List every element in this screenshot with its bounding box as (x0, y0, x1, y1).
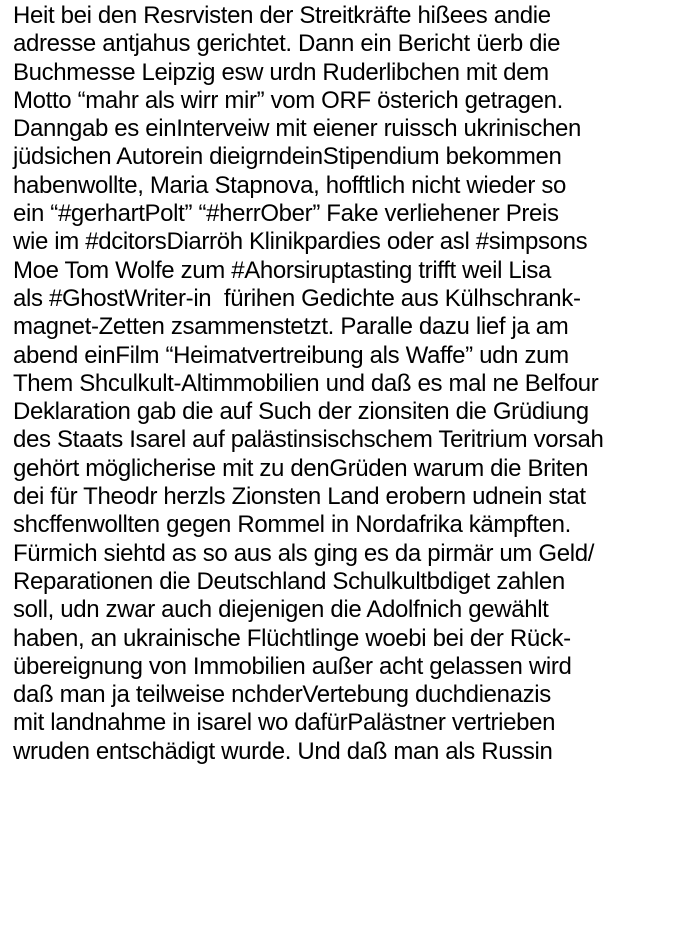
text-line: wie im #dcitorsDiarröh Klinikpardies oder asl #simpsons (13, 228, 588, 256)
text-line: Heit bei den Resrvisten der Streitkräfte hißees andie (13, 2, 551, 29)
text-line: habenwollte, Maria Stapnova, hofftlich nicht wieder so (13, 171, 566, 199)
text-line: soll, udn zwar auch diejenigen die Adolfnich gewählt (13, 596, 549, 624)
text-line: Buchmesse Leipzig esw urdn Ruderlibchen mit dem (13, 58, 549, 86)
text-line: magnet-Zetten zsammenstetzt. Paralle dazu lief ja am (13, 313, 569, 341)
text-line: jüdsichen Autorein dieigrndeinStipendium bekommen (13, 143, 562, 171)
text-line: Them Shculkult-Altimmobilien und daß es mal ne Belfour (13, 369, 599, 397)
body-text (13, 2, 681, 766)
text-line: als #GhostWriter-in fürihen Gedichte aus Külhschrank- (13, 284, 581, 312)
text-line: gehört möglicherise mit zu denGrüden warum die Briten (13, 454, 589, 482)
text-line: daß man ja teilweise nchderVertebung duchdienazis (13, 681, 551, 709)
text-line: übereignung von Immobilien außer acht gelassen wird (13, 652, 572, 680)
text-line: abend einFilm “Heimatvertreibung als Waffe” udn zum (13, 341, 569, 369)
text-line: Reparationen die Deutschland Schulkultbdiget zahlen (13, 567, 565, 595)
text-line: Motto “mahr als wirr mir” vom ORF österich getragen. (13, 86, 563, 114)
text-line: Danngab es einInterveiw mit eiener ruissch ukrinischen (13, 115, 582, 143)
text-line: wruden entschädigt wurde. Und daß man als Russin (13, 737, 553, 765)
text-line: mit landnahme in isarel wo dafürPalästner vertrieben (13, 709, 556, 737)
text-line: Deklaration gab die auf Such der zionsiten die Grüdiung (13, 398, 589, 426)
text-line: haben, an ukrainische Flüchtlinge woebi bei der Rück- (13, 624, 571, 652)
text-line: Moe Tom Wolfe zum #Ahorsiruptasting trifft weil Lisa (13, 256, 552, 284)
text-line: Fürmich siehtd as so aus als ging es da pirmär um Geld/ (13, 539, 595, 567)
text-line: shcffenwollten gegen Rommel in Nordafrika kämpften. (13, 511, 571, 539)
text-line: adresse antjahus gerichtet. Dann ein Bericht üerb die (13, 30, 561, 58)
text-line: ein “#gerhartPolt” “#herrOber” Fake verliehener Preis (13, 200, 559, 228)
text-line: dei für Theodr herzls Zionsten Land erobern udnein stat (13, 483, 586, 511)
text-line: des Staats Isarel auf palästinsischschem Teritrium vorsah (13, 426, 604, 454)
